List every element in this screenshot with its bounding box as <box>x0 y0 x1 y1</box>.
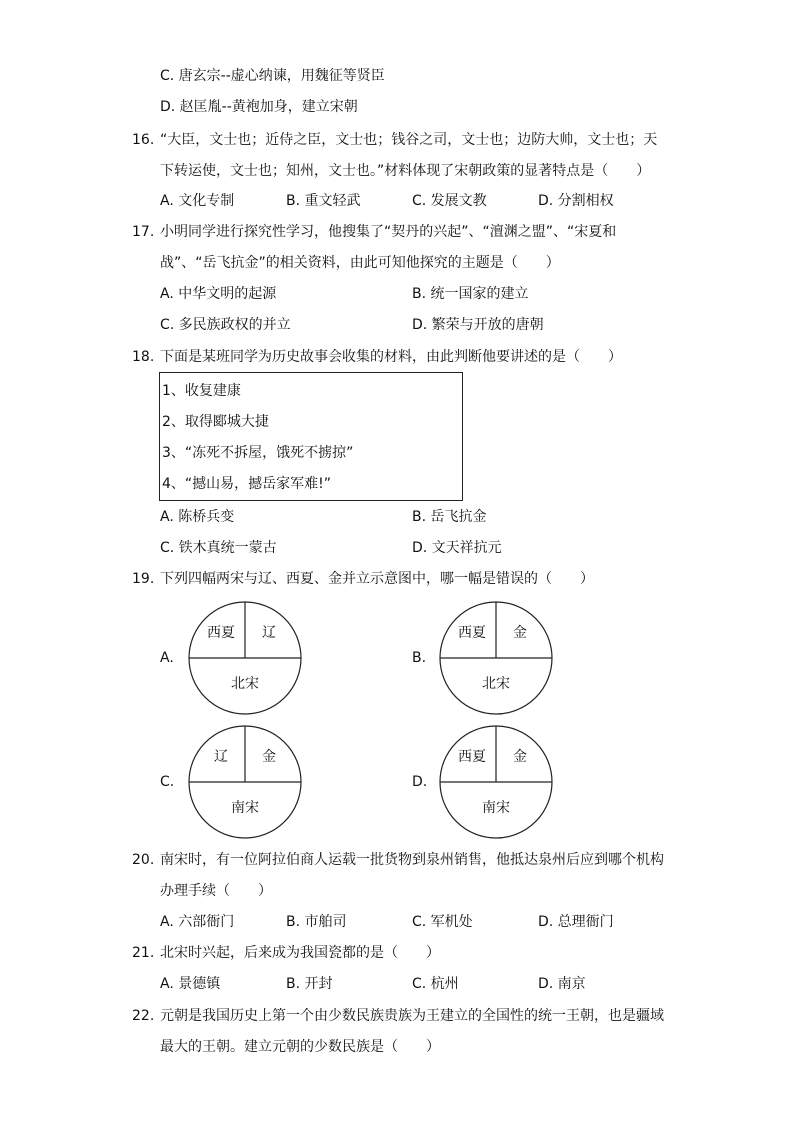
q16-option-c: C. 发展文教 <box>412 193 487 209</box>
q20-number: 20. <box>132 852 155 868</box>
q20-stem-line1: 南宋时，有一位阿拉伯商人运载一批货物到泉州销售，他抵达泉州后应到哪个机构 <box>160 852 664 868</box>
q19-diagram-c-bottom: 南宋 <box>231 800 259 816</box>
q17-stem-line1: 小明同学进行探究性学习，他搜集了“契丹的兴起”、“澶渊之盟”、“宋夏和 <box>160 224 617 240</box>
q19-diagram-c-top-right: 金 <box>262 749 276 765</box>
q19-diagram-b-top-right: 金 <box>513 625 527 641</box>
q20-stem-line2: 办理手续（ ） <box>160 883 272 899</box>
q18-material-item: 3、“冻死不拆屋，饿死不掳掠” <box>162 445 354 461</box>
q20-option-a: A. 六部衙门 <box>160 914 235 930</box>
q19-diagram-a-top-right: 辽 <box>262 625 276 641</box>
q16-option-a: A. 文化专制 <box>160 193 235 209</box>
q19-diagram-b-bottom: 北宋 <box>482 676 510 692</box>
q19-stem-line1: 下列四幅两宋与辽、西夏、金并立示意图中，哪一幅是错误的（ ） <box>160 571 594 587</box>
q19-diagram-d <box>438 724 554 844</box>
q18-option-b: B. 岳飞抗金 <box>412 509 487 525</box>
q17-stem-line2: 战”、“岳飞抗金”的相关资料，由此可知他探究的主题是（ ） <box>160 255 560 271</box>
q16-number: 16. <box>132 132 155 148</box>
q18-option-a: A. 陈桥兵变 <box>160 509 235 525</box>
q16-stem-line2: 下转运使，文士也；知州，文士也。”材料体现了宋朝政策的显著特点是（ ） <box>160 163 651 179</box>
q17-number: 17. <box>132 224 155 240</box>
q19-diagram-a <box>187 600 303 720</box>
q19-diagram-b-top-left: 西夏 <box>458 625 486 641</box>
q18-material-item: 2、取得郾城大捷 <box>162 414 269 430</box>
q21-option-d: D. 南京 <box>538 976 586 992</box>
q17-option-a: A. 中华文明的起源 <box>160 286 277 302</box>
q16-stem-line1: “大臣，文士也；近侍之臣，文士也；钱谷之司，文士也；边防大帅，文士也；天 <box>160 132 658 148</box>
q19-diagram-d-top-right: 金 <box>513 749 527 765</box>
q19-diagram-c <box>187 724 303 844</box>
q19-number: 19. <box>132 571 155 587</box>
q19-diagram-d-top-left: 西夏 <box>458 749 486 765</box>
q18-material-item: 4、“撼山易，撼岳家军难!” <box>162 476 332 492</box>
q20-option-c: C. 军机处 <box>412 914 473 930</box>
q19-diagram-a-bottom: 北宋 <box>231 676 259 692</box>
q21-option-c: C. 杭州 <box>412 976 459 992</box>
q22-stem-line1: 元朝是我国历史上第一个由少数民族贵族为王建立的全国性的统一王朝，也是疆域 <box>160 1008 664 1024</box>
q20-option-d: D. 总理衙门 <box>538 914 614 930</box>
q21-option-a: A. 景德镇 <box>160 976 221 992</box>
q21-stem-line1: 北宋时兴起，后来成为我国瓷都的是（ ） <box>160 945 440 961</box>
q17-option-c: C. 多民族政权的并立 <box>160 317 291 333</box>
q15-option-d: D. 赵匡胤--黄袍加身，建立宋朝 <box>160 99 358 115</box>
q20-option-b: B. 市舶司 <box>286 914 347 930</box>
q18-option-d: D. 文天祥抗元 <box>412 540 502 556</box>
q16-option-b: B. 重文轻武 <box>286 193 361 209</box>
q21-number: 21. <box>132 945 155 961</box>
q15-option-c: C. 唐玄宗--虚心纳谏，用魏征等贤臣 <box>160 68 385 84</box>
q18-material-item: 1、收复建康 <box>162 383 241 399</box>
q18-material-box <box>159 372 463 501</box>
q18-option-c: C. 铁木真统一蒙古 <box>160 540 277 556</box>
q19-diagram-b <box>438 600 554 720</box>
q18-number: 18. <box>132 349 155 365</box>
q22-number: 22. <box>132 1008 155 1024</box>
q19-diagram-d-label: D. <box>412 774 428 790</box>
q17-option-b: B. 统一国家的建立 <box>412 286 529 302</box>
q22-stem-line2: 最大的王朝。建立元朝的少数民族是（ ） <box>160 1039 440 1055</box>
q18-stem-line1: 下面是某班同学为历史故事会收集的材料，由此判断他要讲述的是（ ） <box>160 349 622 365</box>
q19-diagram-b-label: B. <box>412 650 427 666</box>
q21-option-b: B. 开封 <box>286 976 333 992</box>
q19-diagram-d-bottom: 南宋 <box>482 800 510 816</box>
q19-diagram-a-top-left: 西夏 <box>207 625 235 641</box>
q16-option-d: D. 分割相权 <box>538 193 614 209</box>
q17-option-d: D. 繁荣与开放的唐朝 <box>412 317 544 333</box>
q19-diagram-c-label: C. <box>160 774 175 790</box>
q19-diagram-c-top-left: 辽 <box>214 749 228 765</box>
q19-diagram-a-label: A. <box>160 650 174 666</box>
